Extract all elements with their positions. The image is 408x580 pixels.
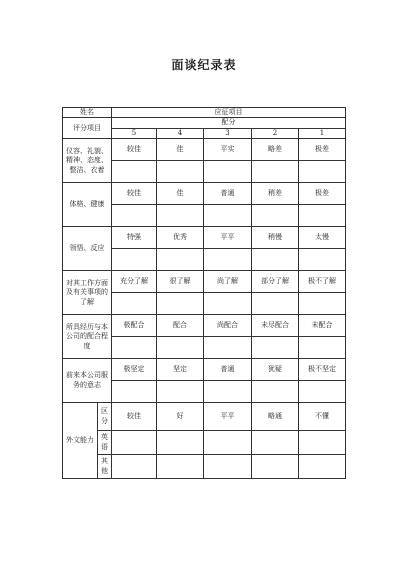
rating-text: 不懂 xyxy=(299,403,346,431)
criterion-label: 仪容、礼貌、精神、态度、整洁、衣着 xyxy=(63,139,112,183)
mark-cell[interactable] xyxy=(204,337,252,359)
rating-text: 略差 xyxy=(252,139,299,161)
mark-cell[interactable] xyxy=(299,205,346,227)
criterion-label: 领悟、反应 xyxy=(63,227,112,271)
criterion-row xyxy=(63,183,346,205)
language-row-english xyxy=(63,431,346,455)
rating-text: 较佳 xyxy=(112,139,157,161)
mark-cell[interactable] xyxy=(112,337,157,359)
rating-text: 特强 xyxy=(112,227,157,249)
rating-text: 平平 xyxy=(204,403,252,431)
mark-cell[interactable] xyxy=(112,431,157,455)
mark-cell[interactable] xyxy=(299,161,346,183)
language-sub-label: 区分 xyxy=(98,403,112,431)
rating-text: 未尽配合 xyxy=(252,315,299,337)
mark-cell[interactable] xyxy=(252,249,299,271)
rating-text: 部分了解 xyxy=(252,271,299,293)
rating-text: 尚了解 xyxy=(204,271,252,293)
score-label: 配分 xyxy=(112,118,346,128)
mark-cell[interactable] xyxy=(299,455,346,479)
language-sub-label: 英语 xyxy=(98,431,112,455)
language-label: 外文能力 xyxy=(63,403,98,479)
interview-record-table xyxy=(62,107,346,479)
name-label: 姓名 xyxy=(63,108,112,118)
language-row-other xyxy=(63,455,346,479)
rating-text: 尚配合 xyxy=(204,315,252,337)
rating-text: 平平 xyxy=(204,227,252,249)
mark-cell[interactable] xyxy=(299,337,346,359)
mark-cell[interactable] xyxy=(157,161,204,183)
mark-cell[interactable] xyxy=(299,431,346,455)
mark-cell[interactable] xyxy=(252,455,299,479)
mark-cell[interactable] xyxy=(204,249,252,271)
rating-text: 极坚定 xyxy=(112,359,157,381)
mark-cell[interactable] xyxy=(299,249,346,271)
position-label: 应征项目 xyxy=(112,108,346,118)
page-title: 面谈纪录表 xyxy=(171,58,237,72)
rating-text: 太慢 xyxy=(299,227,346,249)
rating-text: 坚定 xyxy=(157,359,204,381)
mark-cell[interactable] xyxy=(252,381,299,403)
rating-text: 极不坚定 xyxy=(299,359,346,381)
mark-cell[interactable] xyxy=(157,337,204,359)
rating-text: 很了解 xyxy=(157,271,204,293)
mark-cell[interactable] xyxy=(112,205,157,227)
score-4: 4 xyxy=(157,128,204,138)
mark-cell[interactable] xyxy=(204,205,252,227)
rating-text: 极差 xyxy=(299,139,346,161)
criterion-label: 体格、健康 xyxy=(63,183,112,227)
mark-cell[interactable] xyxy=(157,249,204,271)
rating-text: 普通 xyxy=(204,359,252,381)
criterion-label: 对其工作方面及有关事项的了解 xyxy=(63,271,112,315)
rating-text: 极差 xyxy=(299,183,346,205)
rating-text: 优秀 xyxy=(157,227,204,249)
mark-cell[interactable] xyxy=(299,293,346,315)
rating-text: 佳 xyxy=(157,183,204,205)
score-1: 1 xyxy=(299,128,346,138)
rating-text: 极配合 xyxy=(112,315,157,337)
mark-cell[interactable] xyxy=(112,249,157,271)
mark-cell[interactable] xyxy=(204,455,252,479)
rating-text: 配合 xyxy=(157,315,204,337)
mark-cell[interactable] xyxy=(252,161,299,183)
rating-text: 未配合 xyxy=(299,315,346,337)
mark-cell[interactable] xyxy=(252,337,299,359)
criterion-row xyxy=(63,227,346,249)
rating-text: 平实 xyxy=(204,139,252,161)
mark-cell[interactable] xyxy=(252,431,299,455)
rating-text: 稍差 xyxy=(252,183,299,205)
mark-cell[interactable] xyxy=(299,381,346,403)
criterion-label: 所具经历与本公司的配合程度 xyxy=(63,315,112,359)
header-row-score xyxy=(63,118,346,128)
mark-cell[interactable] xyxy=(252,205,299,227)
score-2: 2 xyxy=(252,128,299,138)
score-5: 5 xyxy=(112,128,157,138)
mark-cell[interactable] xyxy=(204,381,252,403)
mark-cell[interactable] xyxy=(204,293,252,315)
language-row xyxy=(63,403,346,431)
criterion-row xyxy=(63,271,346,293)
score-3: 3 xyxy=(204,128,252,138)
mark-cell[interactable] xyxy=(204,431,252,455)
criteria-label: 评分项目 xyxy=(63,118,112,139)
rating-text: 较佳 xyxy=(112,183,157,205)
mark-cell[interactable] xyxy=(112,293,157,315)
rating-text: 略通 xyxy=(252,403,299,431)
header-row-name xyxy=(63,108,346,118)
criterion-row xyxy=(63,315,346,337)
rating-text: 稍慢 xyxy=(252,227,299,249)
mark-cell[interactable] xyxy=(112,161,157,183)
language-sub-label: 其他 xyxy=(98,455,112,479)
mark-cell[interactable] xyxy=(112,455,157,479)
mark-cell[interactable] xyxy=(157,205,204,227)
rating-text: 好 xyxy=(157,403,204,431)
mark-cell[interactable] xyxy=(157,431,204,455)
mark-cell[interactable] xyxy=(157,293,204,315)
mark-cell[interactable] xyxy=(204,161,252,183)
rating-text: 充分了解 xyxy=(112,271,157,293)
criterion-label: 前来本公司服务的意志 xyxy=(63,359,112,403)
mark-cell[interactable] xyxy=(157,455,204,479)
rating-text: 较佳 xyxy=(112,403,157,431)
rating-text: 普通 xyxy=(204,183,252,205)
rating-text: 极不了解 xyxy=(299,271,346,293)
mark-cell[interactable] xyxy=(157,381,204,403)
criterion-row xyxy=(63,139,346,161)
mark-cell[interactable] xyxy=(112,381,157,403)
rating-text: 佳 xyxy=(157,139,204,161)
rating-text: 犹疑 xyxy=(252,359,299,381)
criterion-row xyxy=(63,359,346,381)
mark-cell[interactable] xyxy=(252,293,299,315)
